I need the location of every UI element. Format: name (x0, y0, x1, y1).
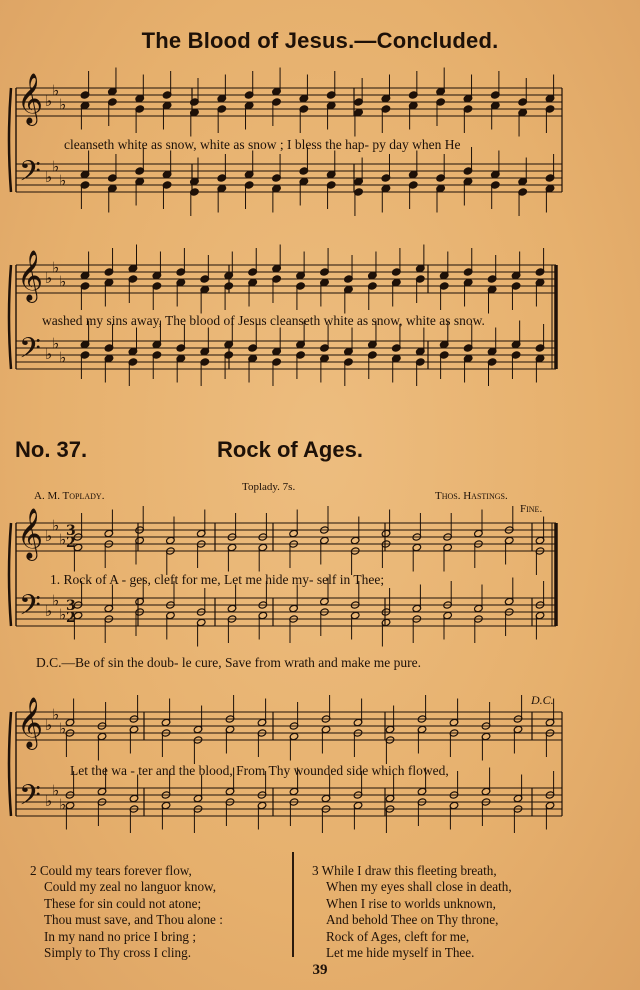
column-divider (292, 852, 294, 957)
flat-icon: ♭ (52, 591, 60, 610)
system-bracket (9, 523, 11, 626)
flat-icon: ♭ (59, 171, 67, 190)
flat-icon: ♭ (52, 157, 60, 176)
verse-line: When I rise to worlds unknown, (326, 895, 496, 911)
flat-icon: ♭ (59, 795, 67, 814)
author-credit: A. M. Toplady. (34, 490, 105, 502)
bass-clef-icon: 𝄢 (19, 589, 41, 629)
flat-icon: ♭ (45, 168, 53, 186)
flat-icon: ♭ (52, 334, 60, 353)
bass-clef-icon: 𝄢 (19, 155, 41, 195)
lyrics-line-dc: D.C.—Be of sin the doub- le cure, Save from wrath and make me pure. (36, 655, 422, 670)
verse-line: Thou must save, and Thou alone : (44, 912, 223, 928)
flat-icon: ♭ (52, 258, 60, 277)
flat-icon: ♭ (45, 792, 53, 810)
verse-line: Could my zeal no languor know, (44, 879, 217, 895)
system-bracket (9, 88, 11, 192)
flat-icon: ♭ (59, 719, 67, 738)
system-bracket (9, 265, 11, 369)
flat-icon: ♭ (52, 781, 60, 800)
flat-icon: ♭ (59, 530, 67, 549)
verse-line: Rock of Ages, cleft for me, (326, 928, 470, 944)
hymn-title: The Blood of Jesus.—Concluded. (141, 28, 499, 53)
flat-icon: ♭ (52, 81, 60, 100)
hymn-number: No. 37. (15, 437, 88, 462)
page-number: 39 (312, 962, 328, 978)
flat-icon: ♭ (59, 605, 67, 624)
verse-line: And behold Thee on Thy throne, (326, 912, 499, 928)
flat-icon: ♭ (45, 716, 53, 734)
lyrics-line: cleanseth white as snow, white as snow ; I bless the hap- py day when He (64, 137, 461, 152)
bass-clef-icon: 𝄢 (19, 332, 41, 372)
lyrics-line: Let the wa - ter and the blood, From Thy wounded side which flowed, (70, 763, 449, 778)
fine-mark: Fine. (520, 503, 543, 515)
time-signature: 3 (66, 523, 76, 539)
flat-icon: ♭ (45, 345, 53, 363)
flat-icon: ♭ (52, 705, 60, 724)
flat-icon: ♭ (52, 516, 60, 535)
tune-meter: Toplady. 7s. (242, 481, 296, 493)
hymn-title: Rock of Ages. (217, 437, 363, 462)
verse-line: 2 Could my tears forever flow, (30, 863, 192, 878)
time-signature: 2 (66, 610, 76, 626)
verse-line: Simply to Thy cross I cling. (44, 945, 192, 961)
system-bracket (9, 712, 11, 816)
verse-line: Let me hide myself in Thee. (326, 945, 475, 961)
flat-icon: ♭ (45, 92, 53, 110)
verse-3 (312, 863, 512, 961)
treble-clef-icon: 𝄞 (17, 250, 44, 301)
flat-icon: ♭ (45, 602, 53, 620)
treble-clef-icon: 𝄞 (17, 73, 44, 124)
flat-icon: ♭ (45, 269, 53, 287)
lyrics-line: 1. Rock of A - ges, cleft for me, Let me hide my- self in Thee; (50, 572, 385, 587)
time-signature: 3 (66, 598, 76, 614)
composer-credit: Thos. Hastings. (435, 490, 508, 502)
bass-clef-icon: 𝄢 (19, 779, 41, 819)
flat-icon: ♭ (59, 272, 67, 291)
dc-mark: D.C. (531, 693, 554, 707)
lyrics-line: washed my sins away, The blood of Jesus cleanseth white as snow, white as snow. (42, 313, 485, 328)
flat-icon: ♭ (59, 95, 67, 114)
treble-clef-icon: 𝄞 (17, 508, 44, 559)
verse-line: In my nand no price I bring ; (44, 928, 196, 944)
flat-icon: ♭ (45, 527, 53, 545)
flat-icon: ♭ (59, 348, 67, 367)
verse-line: 3 While I draw this fleeting breath, (312, 863, 497, 878)
time-signature: 2 (66, 535, 76, 551)
verse-line: These for sin could not atone; (44, 895, 202, 911)
verse-2 (30, 863, 223, 961)
verse-line: When my eyes shall close in death, (326, 879, 512, 895)
treble-clef-icon: 𝄞 (17, 697, 44, 748)
